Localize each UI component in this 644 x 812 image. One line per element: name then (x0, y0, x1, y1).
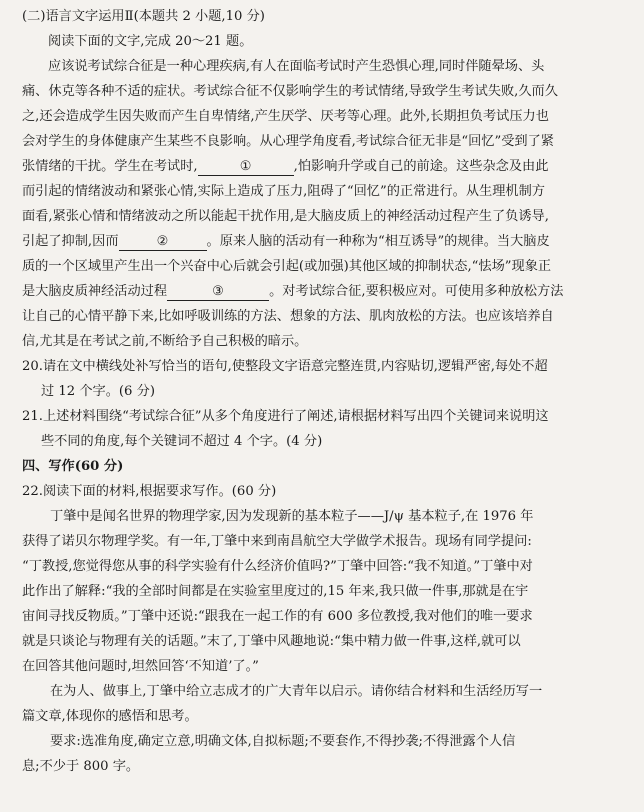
passage-line (22, 154, 632, 179)
material-line: “丁教授,您觉得您从事的科学实验有什么经济价值吗?”丁肇中回答:“我不知道。”丁肇中对 (22, 559, 533, 574)
material-line: 丁肇中是闻名世界的物理学家,因为发现新的基本粒子——J/ψ 基本粒子,在 1976 年 (50, 509, 534, 524)
question-21-line: 21.上述材料围绕“考试综合征”从多个角度进行了阐述,请根据材料写出四个关键词来说明这 (22, 409, 549, 424)
passage-line: 之,还会造成学生因失败而产生自卑情绪,产生厌学、厌考等心理。此外,长期担负考试压力也 (22, 109, 549, 124)
question-20 (22, 354, 632, 404)
exam-page (22, 4, 632, 779)
question-20-line: 过 12 个字。(6 分) (41, 384, 155, 399)
passage-text: 引起了抑制,因而 (22, 234, 119, 249)
passage-text: 张情绪的干扰。学生在考试时, (22, 159, 198, 174)
passage-text: ,怕影响升学或自己的前途。这些杂念及由此 (293, 159, 549, 174)
reading-instruction: 阅读下面的文字,完成 20～21 题。 (48, 34, 253, 49)
fill-blank-2: ② (119, 234, 207, 251)
passage-text: 。对考试综合征,要积极应对。可使用多种放松方法 (269, 284, 564, 299)
passage-line: 应该说考试综合征是一种心理疾病,有人在面临考试时产生恐惧心理,同时伴随晕场、头 (48, 59, 545, 74)
section-4-header: 四、写作(60 分) (22, 459, 124, 474)
passage-line: 痛、休克等各种不适的症状。考试综合征不仅影响学生的考试情绪,导致学生考试失败,久而久 (22, 84, 558, 99)
passage-text: 。原来人脑的活动有一种称为“相互诱导”的规律。当大脑皮 (206, 234, 550, 249)
prompt-line: 篇文章,体现你的感悟和思考。 (22, 709, 198, 724)
material-line: 此作出了解释:“我的全部时间都是在实验室里度过的,15 年来,我只做一件事,那就是在宇 (22, 584, 529, 599)
question-22 (22, 479, 632, 779)
passage-line: 信,尤其是在考试之前,不断给予自己积极的暗示。 (22, 334, 308, 349)
passage-line: 会对学生的身体健康产生某些不良影响。从心理学角度看,考试综合征无非是“回忆”受到了紧 (22, 134, 554, 149)
question-21 (22, 404, 632, 454)
passage-line: 让自己的心情平静下来,比如呼吸训练的方法、想象的方法、肌肉放松的方法。也应该培养自 (22, 309, 554, 324)
question-22-intro: 22.阅读下面的材料,根据要求写作。(60 分) (22, 484, 277, 499)
material-line: 获得了诺贝尔物理学奖。有一年,丁肇中来到南昌航空大学做学术报告。现场有同学提问: (22, 534, 532, 549)
fill-blank-3: ③ (167, 284, 269, 301)
passage-line: 面看,紧张心情和情绪波动之所以能起干扰作用,是大脑皮质上的神经活动过程产生了负诱导, (22, 209, 549, 224)
material-line: 宙间寻找反物质。”丁肇中还说:“跟我在一起工作的有 600 多位教授,我对他们的唯一要求 (22, 609, 533, 624)
material-line: 在回答其他问题时,坦然回答‘不知道’了。” (22, 659, 259, 674)
requirement-line: 息;不少于 800 字。 (22, 759, 140, 774)
question-20-line: 20.请在文中横线处补写恰当的语句,使整段文字语意完整连贯,内容贴切,逻辑严密,每处不超 (22, 359, 548, 374)
passage-line (22, 279, 632, 304)
material-line: 就是只谈论与物理有关的话题。”末了,丁肇中风趣地说:“集中精力做一件事,这样,就可以 (22, 634, 521, 649)
passage-line (22, 229, 632, 254)
passage-line: 质的一个区域里产生出一个兴奋中心后就会引起(或加强)其他区域的抑制状态,“怯场”现象正 (22, 259, 552, 274)
prompt-line: 在为人、做事上,丁肇中给立志成才的广大青年以启示。请你结合材料和生活经历写一 (50, 684, 543, 699)
section-2-header: (二)语言文字运用Ⅱ(本题共 2 小题,10 分) (22, 9, 265, 24)
fill-blank-1: ① (198, 159, 294, 176)
requirement-line: 要求:选准角度,确定立意,明确文体,自拟标题;不要套作,不得抄袭;不得泄露个人信 (50, 734, 516, 749)
passage-line: 而引起的情绪波动和紧张心情,实际上造成了压力,阻碍了“回忆”的正常进行。从生理机制方 (22, 184, 545, 199)
question-21-line: 些不同的角度,每个关键词不超过 4 个字。(4 分) (41, 434, 323, 449)
passage (22, 54, 632, 354)
passage-text: 是大脑皮质神经活动过程 (22, 284, 168, 299)
